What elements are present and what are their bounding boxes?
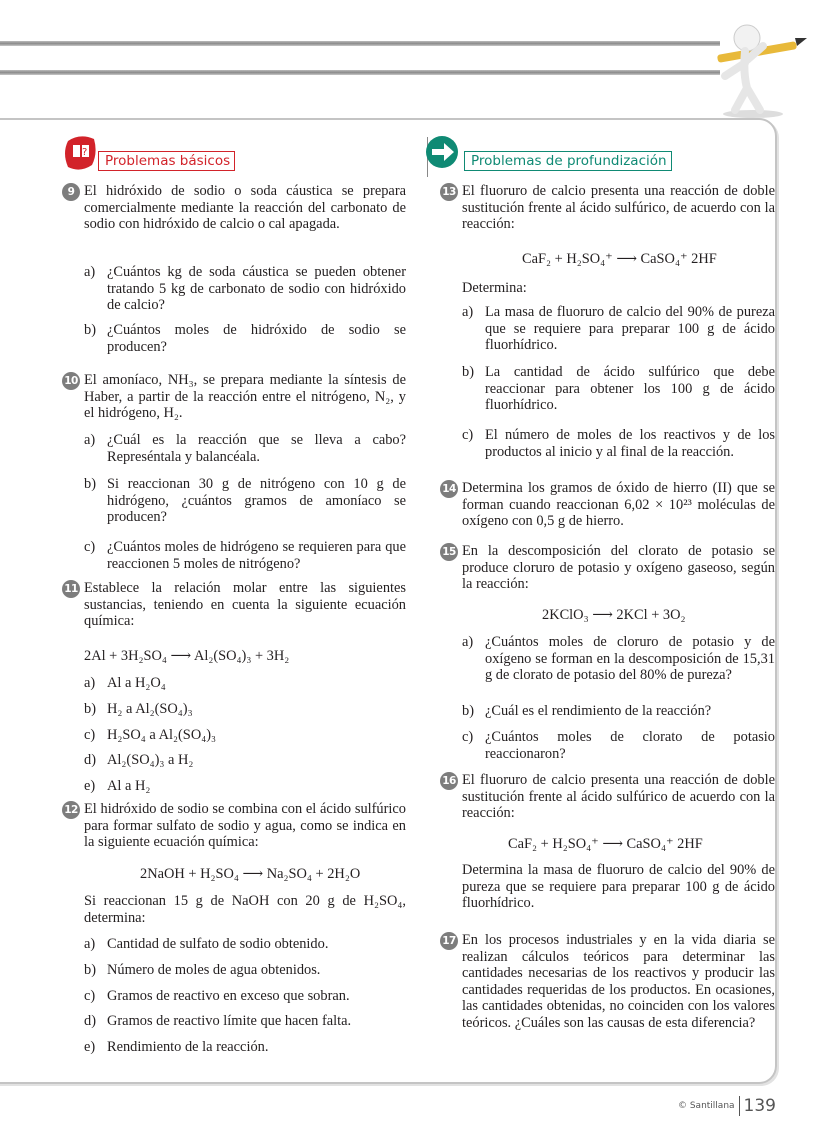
pencil-character-illustration [705, 18, 810, 120]
problem-number-badge: 13 [440, 183, 458, 201]
problem-13-determina: Determina: [462, 280, 527, 296]
problem-number-badge: 11 [62, 580, 80, 598]
problem-13-c: c) El número de moles de los reactivos y de los productos al inicio y al final de la reacción. [462, 427, 775, 460]
problem-number-badge: 17 [440, 932, 458, 950]
problem-11-b: b) H₂ a Al₂(SO₄)₃ [84, 701, 193, 717]
problem-number-badge: 14 [440, 480, 458, 498]
problem-number-badge: 15 [440, 543, 458, 561]
problem-12-b: b) Número de moles de agua obtenidos. [84, 962, 321, 978]
book-question-icon [64, 135, 98, 171]
problem-13-text: El fluoruro de calcio presenta una reacción de doble sustitución frente al ácido sulfúrico, de acuerdo con la reacción: [462, 183, 775, 233]
problem-15-c: c) ¿Cuántos moles de clorato de potasio reaccionaron? [462, 729, 775, 762]
equation: 2Al + 3H₂SO₄ ⟶ Al₂(SO₄)₃ + 3H₂ [84, 648, 290, 664]
problem-9-b: b) ¿Cuántos moles de hidróxido de sodio se producen? [84, 322, 406, 355]
equation: CaF₂ + H₂SO₄⁺ ⟶ CaSO₄⁺ 2HF [508, 836, 703, 852]
problem-12-text-2: Si reaccionan 15 g de NaOH con 20 g de H₂SO₄, determina: [84, 893, 406, 926]
problem-11-e: e) Al a H₂ [84, 778, 151, 794]
problem-11-c: c) H₂SO₄ a Al₂(SO₄)₃ [84, 727, 217, 743]
header-rule-bottom [0, 70, 720, 75]
page-footer [678, 1096, 776, 1116]
problem-10-text: El amoníaco, NH₃, se prepara mediante la síntesis de Haber, a partir de la reacción entre el nitrógeno, N₂, y el hidrógeno, H₂. [84, 372, 406, 422]
equation: 2KClO₃ ⟶ 2KCl + 3O₂ [542, 607, 686, 623]
problem-number-badge: 12 [62, 801, 80, 819]
problem-12-e: e) Rendimiento de la reacción. [84, 1039, 269, 1055]
header-rule-top [0, 41, 720, 46]
problem-number-badge: 16 [440, 772, 458, 790]
svg-text:?: ? [82, 147, 88, 158]
footer-divider [739, 1096, 740, 1116]
publisher-credit: © Santillana [677, 1100, 735, 1111]
problem-9-a: a) ¿Cuántos kg de soda cáustica se pueden obtener tratando 5 kg de carbonato de sodio con hidróxido de calcio? [84, 264, 406, 314]
problem-15-text: En la descomposición del clorato de potasio se produce cloruro de potasio y oxígeno gaseoso, según la reacción: [462, 543, 775, 593]
problem-12-d: d) Gramos de reactivo límite que hacen falta. [84, 1013, 352, 1029]
problem-16-text-2: Determina la masa de fluoruro de calcio del 90% de pureza que se requiere para preparar 100 g de ácido fluorhídrico. [462, 862, 775, 912]
problem-13-a: a) La masa de fluoruro de calcio del 90% de pureza que se requiere para preparar 100 g de ácido fluorhídrico. [462, 304, 775, 354]
problem-15-b: b) ¿Cuál es el rendimiento de la reacción? [462, 703, 712, 719]
problem-10-a: a) ¿Cuál es la reacción que se lleva a cabo? Represéntala y balancéala. [84, 432, 406, 465]
problem-9-text: El hidróxido de sodio o soda cáustica se prepara comercialmente mediante la reacción del carbonato de sodio con hidróxido de calcio o cal apagada. [84, 183, 406, 233]
problem-11-d: d) Al₂(SO₄)₃ a H₂ [84, 752, 194, 768]
problem-12-text: El hidróxido de sodio se combina con el ácido sulfúrico para formar sulfato de sodio y agua, como se indica en la siguiente ecuación química: [84, 801, 406, 851]
problem-16-text: El fluoruro de calcio presenta una reacción de doble sustitución frente al ácido sulfúrico de acuerdo con la reacción: [462, 772, 775, 822]
section-header-basic: Problemas básicos [98, 151, 235, 171]
problem-number-badge: 9 [62, 183, 80, 201]
problem-number-badge: 10 [62, 372, 80, 390]
page-number: 139 [743, 1095, 776, 1116]
equation: CaF₂ + H₂SO₄⁺ ⟶ CaSO₄⁺ 2HF [522, 251, 717, 267]
section-header-advanced: Problemas de profundización [464, 151, 672, 171]
problem-17-text: En los procesos industriales y en la vida diaria se realizan cálculos teóricos para determinar las cantidades necesarias de los reactivos y producir las cantidades requeridas de los productos. En ocasiones, las cantidades obtenidas, no coinciden con los valores teóricos. ¿Cuáles son las causas de esta diferencia? [462, 932, 775, 1031]
problem-12-a: a) Cantidad de sulfato de sodio obtenido. [84, 936, 329, 952]
problem-13-b: b) La cantidad de ácido sulfúrico que debe reaccionar para obtener los 100 g de ácido fluorhídrico. [462, 364, 775, 414]
problem-11-text: Establece la relación molar entre las siguientes sustancias, teniendo en cuenta la siguiente ecuación química: [84, 580, 406, 630]
problem-12-c: c) Gramos de reactivo en exceso que sobran. [84, 988, 350, 1004]
arrow-circle-icon [424, 136, 464, 170]
problem-11-a: a) Al a H₂O₄ [84, 675, 166, 691]
problem-14-text: Determina los gramos de óxido de hierro (II) que se forman cuando reaccionan 6,02 × 10²³ moléculas de oxígeno con 0,5 g de hierro. [462, 480, 775, 530]
problem-15-a: a) ¿Cuántos moles de cloruro de potasio y de oxígeno se forman en la descomposición de 15,31 g de clorato de potasio del 80% de pureza? [462, 634, 775, 684]
problem-10-b: b) Si reaccionan 30 g de nitrógeno con 10 g de hidrógeno, ¿cuántos gramos de amoníaco se producen? [84, 476, 406, 526]
problem-10-c: c) ¿Cuántos moles de hidrógeno se requieren para que reaccionen 5 moles de nitrógeno? [84, 539, 406, 572]
equation: 2NaOH + H₂SO₄ ⟶ Na₂SO₄ + 2H₂O [140, 866, 361, 882]
